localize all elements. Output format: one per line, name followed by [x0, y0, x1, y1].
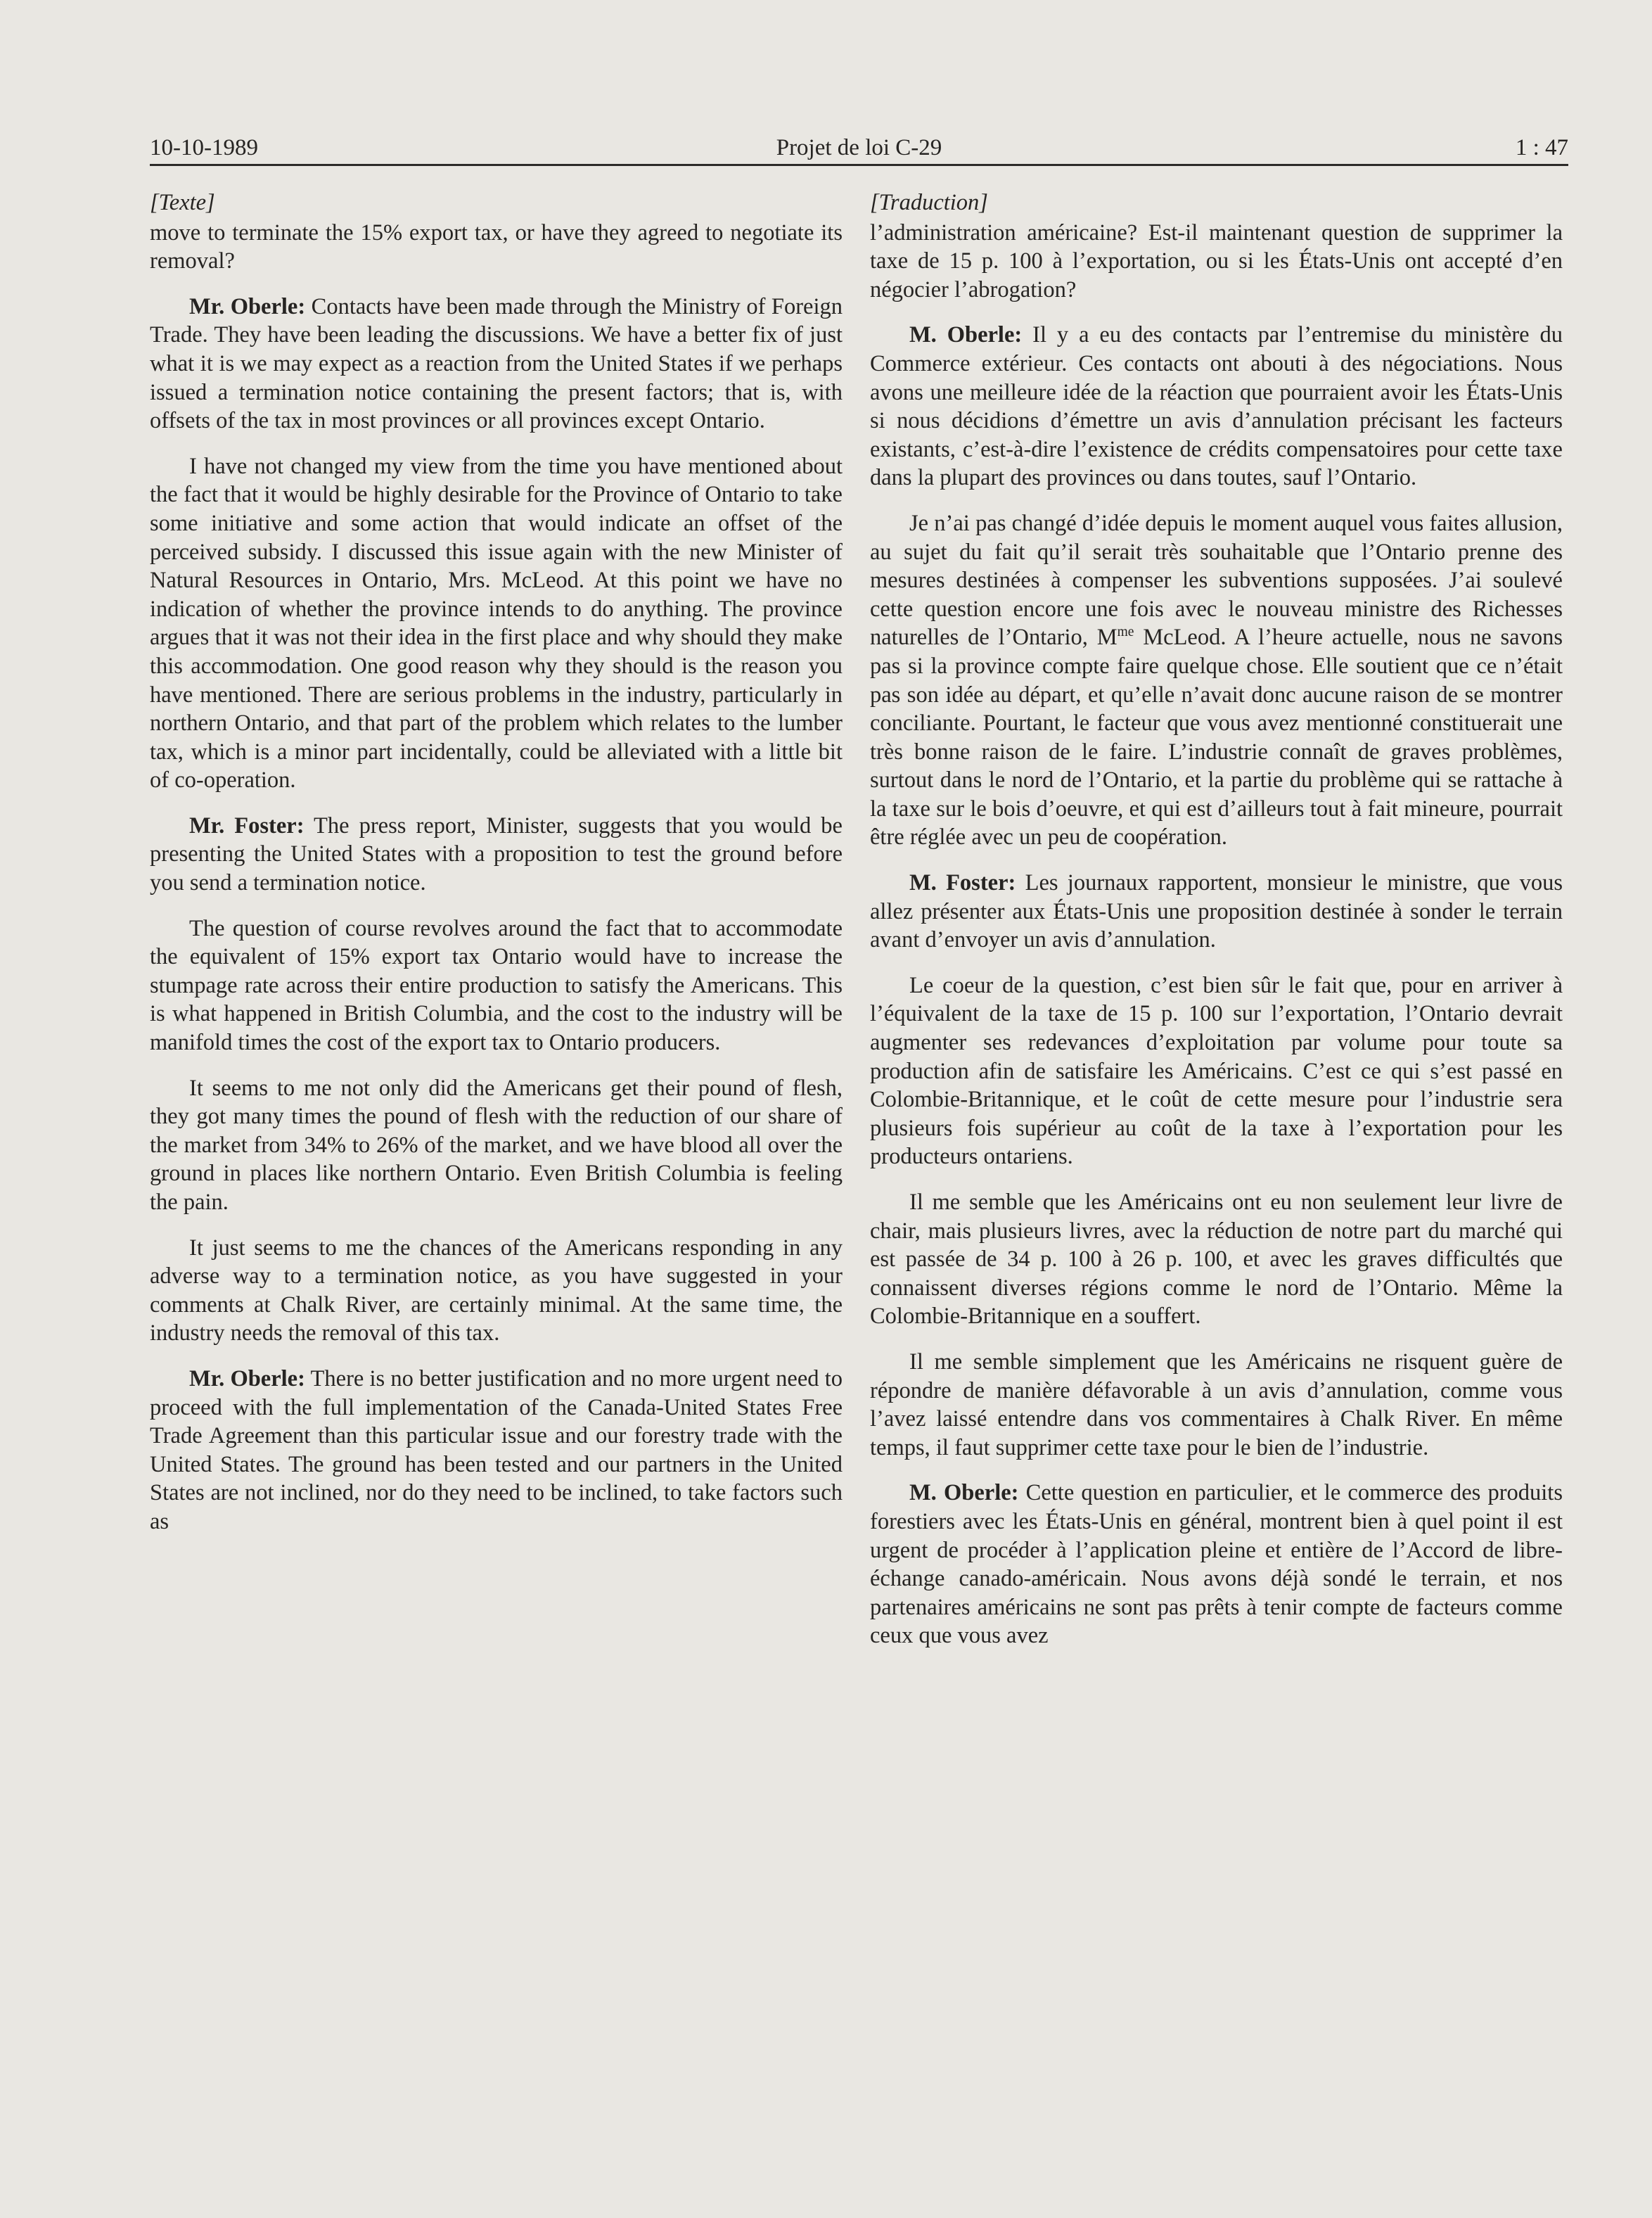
paragraph: move to terminate the 15% export tax, or have they agreed to negotiate its removal?	[150, 219, 843, 274]
paragraph: Mr. Foster: The press report, Minister, suggests that you would be presenting the United States with a proposition to test the ground before you send a termination notice.	[150, 812, 843, 896]
paragraph: M. Foster: Les journaux rapportent, monsieur le ministre, que vous allez présenter aux États-Unis une proposition destinée à sonder le terrain avant d’envoyer un avis d’annulation.	[870, 870, 1563, 953]
paragraph: Mr. Oberle: Contacts have been made through the Ministry of Foreign Trade. They have been leading the discussions. We have a better fix of just what it is we may expect as a reaction from the United States if we perhaps issued a termination notice containing the present factors; that is, with offsets of the tax in most provinces or all provinces except Ontario.	[150, 293, 843, 434]
paragraph: Il me semble simplement que les Américains ne risquent guère de répondre de manière défavorable à un avis d’annulation, comme vous l’avez laissé entendre dans vos commentaires à Chalk River. En même temps, il faut supprimer cette taxe pour le bien de l’industrie.	[870, 1349, 1563, 1460]
page-header	[150, 134, 1568, 162]
speaker-name: Mr. Foster:	[189, 812, 305, 839]
paragraph: M. Oberle: Cette question en particulier, et le commerce des produits forestiers avec les États-Unis en général, montrent bien à quel point il est urgent de procéder à l’application pleine et entière de l’Accord de libre-échange canado-américain. Nous avons déjà sondé le terrain, et nos partenaires américains ne sont pas prêts à tenir compte de facteurs comme ceux que vous avez	[870, 1480, 1563, 1649]
header-date: 10-10-1989	[150, 135, 258, 160]
column-label: [Texte]	[150, 190, 215, 215]
speaker-name: M. Oberle:	[909, 1480, 1019, 1506]
paragraph: Le coeur de la question, c’est bien sûr le fait que, pour en arriver à l’équivalent de la taxe de 15 p. 100 sur l’exportation, l’Ontario devrait augmenter ses redevances d’exploitation par volume pour toute sa production afin de satisfaire les Américains. C’est ce qui s’est passé en Colombie-Britannique, et le coût de cette mesure pour l’industrie sera plusieurs fois supérieur au coût de la taxe à l’exportation pour les producteurs ontariens.	[870, 972, 1563, 1170]
english-column	[150, 189, 843, 1553]
speaker-name: Mr. Oberle:	[189, 293, 306, 319]
speaker-name: M. Foster:	[909, 870, 1016, 896]
paragraph: Il me semble que les Américains ont eu non seulement leur livre de chair, mais plusieurs livres, avec la réduction de notre part du marché qui est passée de 34 p. 100 à 26 p. 100, et avec les graves difficultés que connaissent diverses régions comme le nord de l’Ontario. Même la Colombie-Britannique en a souffert.	[870, 1190, 1563, 1330]
column-label: [Traduction]	[870, 190, 988, 215]
header-title: Projet de loi C-29	[776, 135, 942, 160]
paragraph: It seems to me not only did the Americans get their pound of flesh, they got many times the pound of flesh with the reduction of our share of the market from 34% to 26% of the market, and we have blood all over the ground in places like northern Ontario. Even British Columbia is feeling the pain.	[150, 1075, 843, 1215]
paragraph: The question of course revolves around the fact that to accommodate the equivalent of 15% export tax Ontario would have to increase the stumpage rate across their entire production to satisfy the Americans. This is what happened in British Columbia, and the cost to the industry will be manifold times the cost of the export tax to Ontario producers.	[150, 915, 843, 1056]
french-column	[870, 189, 1563, 1667]
paragraph: I have not changed my view from the time you have mentioned about the fact that it would be highly desirable for the Province of Ontario to take some initiative and some action that would indicate an offset of the perceived subsidy. I discussed this issue again with the new Minister of Natural Resources in Ontario, Mrs. McLeod. At this point we have no indication of whether the province intends to do anything. The province argues that it was not their idea in the first place and why should they make this accommodation. One good reason why they should is the reason you have mentioned. There are serious problems in the industry, particularly in northern Ontario, and that part of the problem which relates to the lumber tax, which is a minor part incidentally, could be alleviated with a little bit of co-operation.	[150, 453, 843, 793]
paragraph: l’administration américaine? Est-il maintenant question de supprimer la taxe de 15 p. 100 à l’exportation, ou si les États-Unis ont accepté d’en négocier l’abrogation?	[870, 219, 1563, 302]
paragraph: It just seems to me the chances of the Americans responding in any adverse way to a termination notice, as you have suggested in your comments at Chalk River, are certainly minimal. At the same time, the industry needs the removal of this tax.	[150, 1235, 843, 1346]
speaker-name: M. Oberle:	[909, 322, 1023, 348]
speaker-name: Mr. Oberle:	[189, 1365, 305, 1391]
paragraph: M. Oberle: Il y a eu des contacts par l’entremise du ministère du Commerce extérieur. Ces contacts ont abouti à des négociations. Nous avons une meilleure idée de la réaction que pourraient avoir les États-Unis si nous décidions d’émettre un avis d’annulation précisant les facteurs existants, c’est-à-dire l’existence de crédits compensatoires pour cette taxe dans la plupart des provinces ou dans toutes, sauf l’Ontario.	[870, 322, 1563, 491]
header-page-ref: 1 : 47	[1515, 135, 1568, 160]
header-rule	[150, 164, 1568, 166]
paragraph: Mr. Oberle: There is no better justification and no more urgent need to proceed with the full implementation of the Canada-United States Free Trade Agreement than this particular issue and our forestry trade with the United States. The ground has been tested and our partners in the United States are not inclined, nor do they need to be inclined, to take factors such as	[150, 1365, 843, 1534]
paragraph: Je n’ai pas changé d’idée depuis le moment auquel vous faites allusion, au sujet du fait qu’il serait très souhaitable que l’Ontario prenne des mesures destinées à compenser les subventions supposées. J’ai soulevé cette question encore une fois avec le nouveau ministre des Richesses naturelles de l’Ontario, $M^{me}$ McLeod. A l’heure actuelle, nous ne savons pas si la province compte faire quelque chose. Elle soutient que ce n’était pas son idée au départ, et qu’elle n’avait donc aucune raison de se montrer conciliante. Pourtant, le facteur que vous avez mentionné constituerait une très bonne raison de le faire. L’industrie connaît de graves problèmes, surtout dans le nord de l’Ontario, et la partie du problème qui se rattache à la taxe sur le bois d’oeuvre, et qui est d’ailleurs tout à fait mineure, pourrait être réglée avec un peu de coopération.	[870, 510, 1563, 850]
